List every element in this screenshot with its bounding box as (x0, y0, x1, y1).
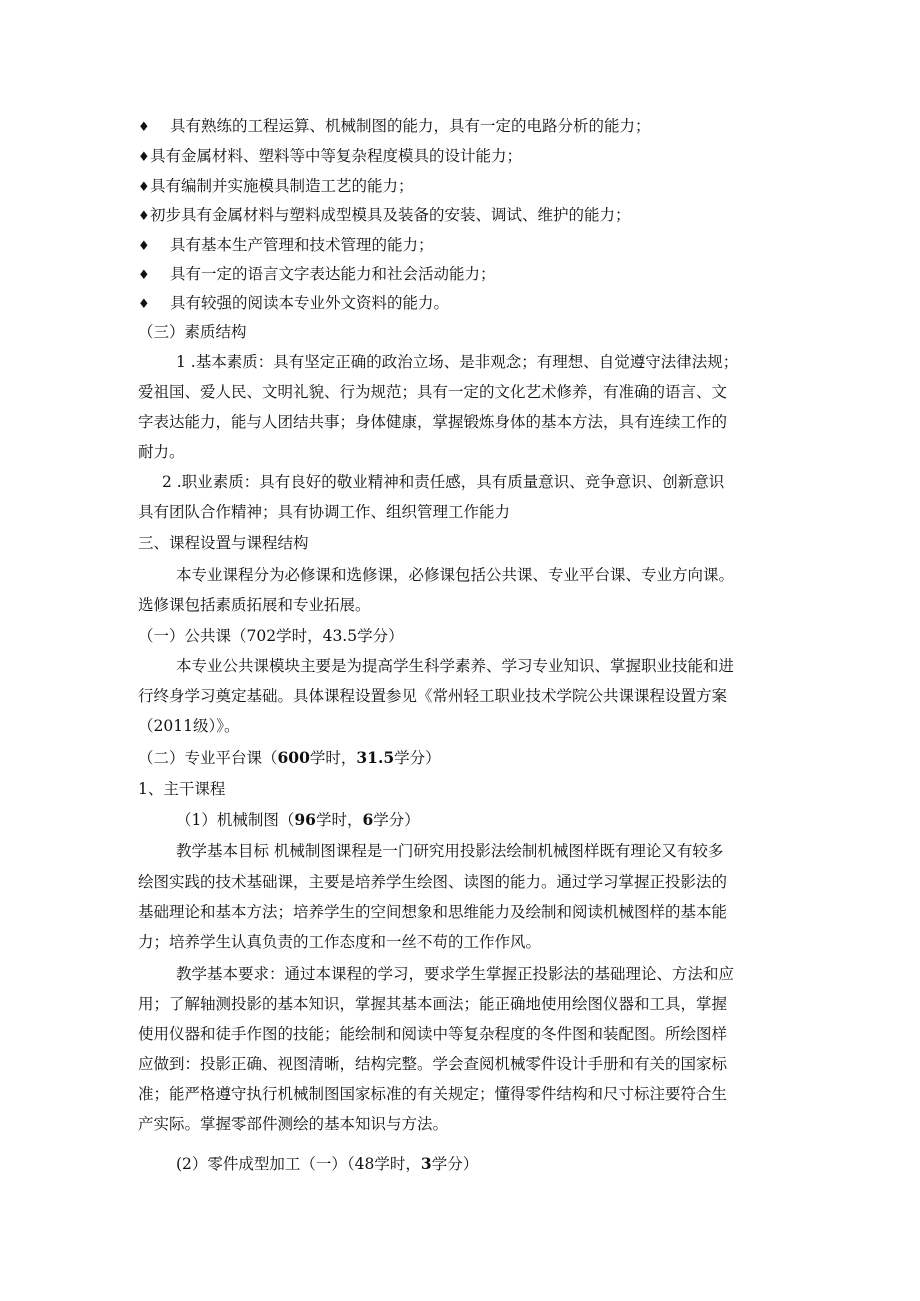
diamond-bullet-icon: ♦ (138, 180, 150, 195)
paragraph-line: 本专业公共课模块主要是为提高学生科学素养、学习专业知识、掌握职业技能和进 (176, 657, 735, 675)
bullet-item: ♦ 具有一定的语言文字表达能力和社会活动能力； (138, 264, 496, 286)
diamond-bullet-icon: ♦ (138, 209, 150, 224)
diamond-bullet-icon: ♦ (138, 268, 150, 283)
paragraph-line: 用；了解轴测投影的基本知识，掌握其基本画法；能正确地使用绘图仪器和工具，掌握 (138, 995, 728, 1013)
paragraph-line: 爱祖国、爱人民、文明礼貌、行为规范；具有一定的文化艺术修养，有准确的语言、文 (138, 383, 728, 401)
bullet-item: ♦ 具有基本生产管理和技术管理的能力； (138, 235, 434, 257)
section-heading-courses: 三、课程设置与课程结构 (138, 534, 309, 552)
bullet-item: ♦具有编制并实施模具制造工艺的能力； (138, 176, 414, 198)
paragraph-line: 耐力。 (138, 443, 185, 461)
bullet-item: ♦ 具有较强的阅读本专业外文资料的能力。 (138, 293, 449, 315)
paragraph-line: 应做到：投影正确、视图清晰，结构完整。学会查阅机械零件设计手册和有关的国家标 (138, 1055, 728, 1073)
paragraph-line: 基础理论和基本方法；培养学生的空间想象和思维能力及绘制和阅读机械图样的基本能 (138, 903, 728, 921)
diamond-bullet-icon: ♦ (138, 150, 150, 165)
paragraph-line: 选修课包括素质拓展和专业拓展。 (138, 596, 371, 614)
paragraph-line: 绘图实践的技术基础课，主要是培养学生绘图、读图的能力。通过学习掌握正投影法的 (138, 873, 728, 891)
subsection-heading-public: （一）公共课（702学时，43.5学分） (138, 627, 404, 645)
paragraph-line: 2 .职业素质：具有良好的敬业精神和责任感，具有质量意识、竞争意识、创新意识 (162, 473, 725, 491)
bullet-item: ♦具有金属材料、塑料等中等复杂程度模具的设计能力； (138, 146, 522, 168)
bullet-item: ♦ 具有熟练的工程运算、机械制图的能力，具有一定的电路分析的能力； (138, 116, 651, 138)
paragraph-line: 使用仪器和徒手作图的技能；能绘制和阅读中等复杂程度的冬件图和装配图。所绘图样 (138, 1025, 728, 1043)
paragraph-line: 1 .基本素质：具有坚定正确的政治立场、是非观念；有理想、自觉遵守法律法规； (176, 353, 739, 371)
paragraph-line: 行终身学习奠定基础。具体课程设置参见《常州轻工职业技术学院公共课课程设置方案 (138, 687, 728, 705)
diamond-bullet-icon: ♦ (138, 120, 150, 135)
diamond-bullet-icon: ♦ (138, 239, 150, 254)
main-courses-heading: 1、主干课程 (138, 780, 226, 798)
paragraph-line: 教学基本要求：通过本课程的学习，要求学生掌握正投影法的基础理论、方法和应 (176, 965, 735, 983)
paragraph-line: 本专业课程分为必修课和选修课，必修课包括公共课、专业平台课、专业方向课。 (176, 566, 735, 584)
paragraph-line: 产实际。掌握零部件测绘的基本知识与方法。 (138, 1115, 449, 1133)
paragraph-line: 力；培养学生认真负责的工作态度和一丝不苟的工作作风。 (138, 933, 542, 951)
subsection-heading-platform: （二）专业平台课（600学时，31.5学分） (138, 748, 441, 767)
paragraph-line: 准；能严格遵守执行机械制图国家标准的有关规定；懂得零件结构和尺寸标注要符合生 (138, 1085, 728, 1103)
paragraph-line: 教学基本目标 机械制图课程是一门研究用投影法绘制机械图样既有理论又有较多 (176, 842, 724, 860)
bullet-item: ♦初步具有金属材料与塑料成型模具及装备的安装、调试、维护的能力； (138, 205, 631, 227)
course-title: （1）机械制图（96学时，6学分） (176, 810, 420, 829)
paragraph-line: 具有团队合作精神；具有协调工作、组织管理工作能力 (138, 503, 511, 521)
course-title: (2）零件成型加工（一）（48学时，3学分） (176, 1154, 479, 1173)
diamond-bullet-icon: ♦ (138, 297, 150, 312)
section-heading-quality: （三）素质结构 (138, 323, 247, 341)
paragraph-line: （2011级）》。 (138, 717, 240, 735)
paragraph-line: 字表达能力，能与人团结共事；身体健康，掌握锻炼身体的基本方法，具有连续工作的 (138, 413, 728, 431)
